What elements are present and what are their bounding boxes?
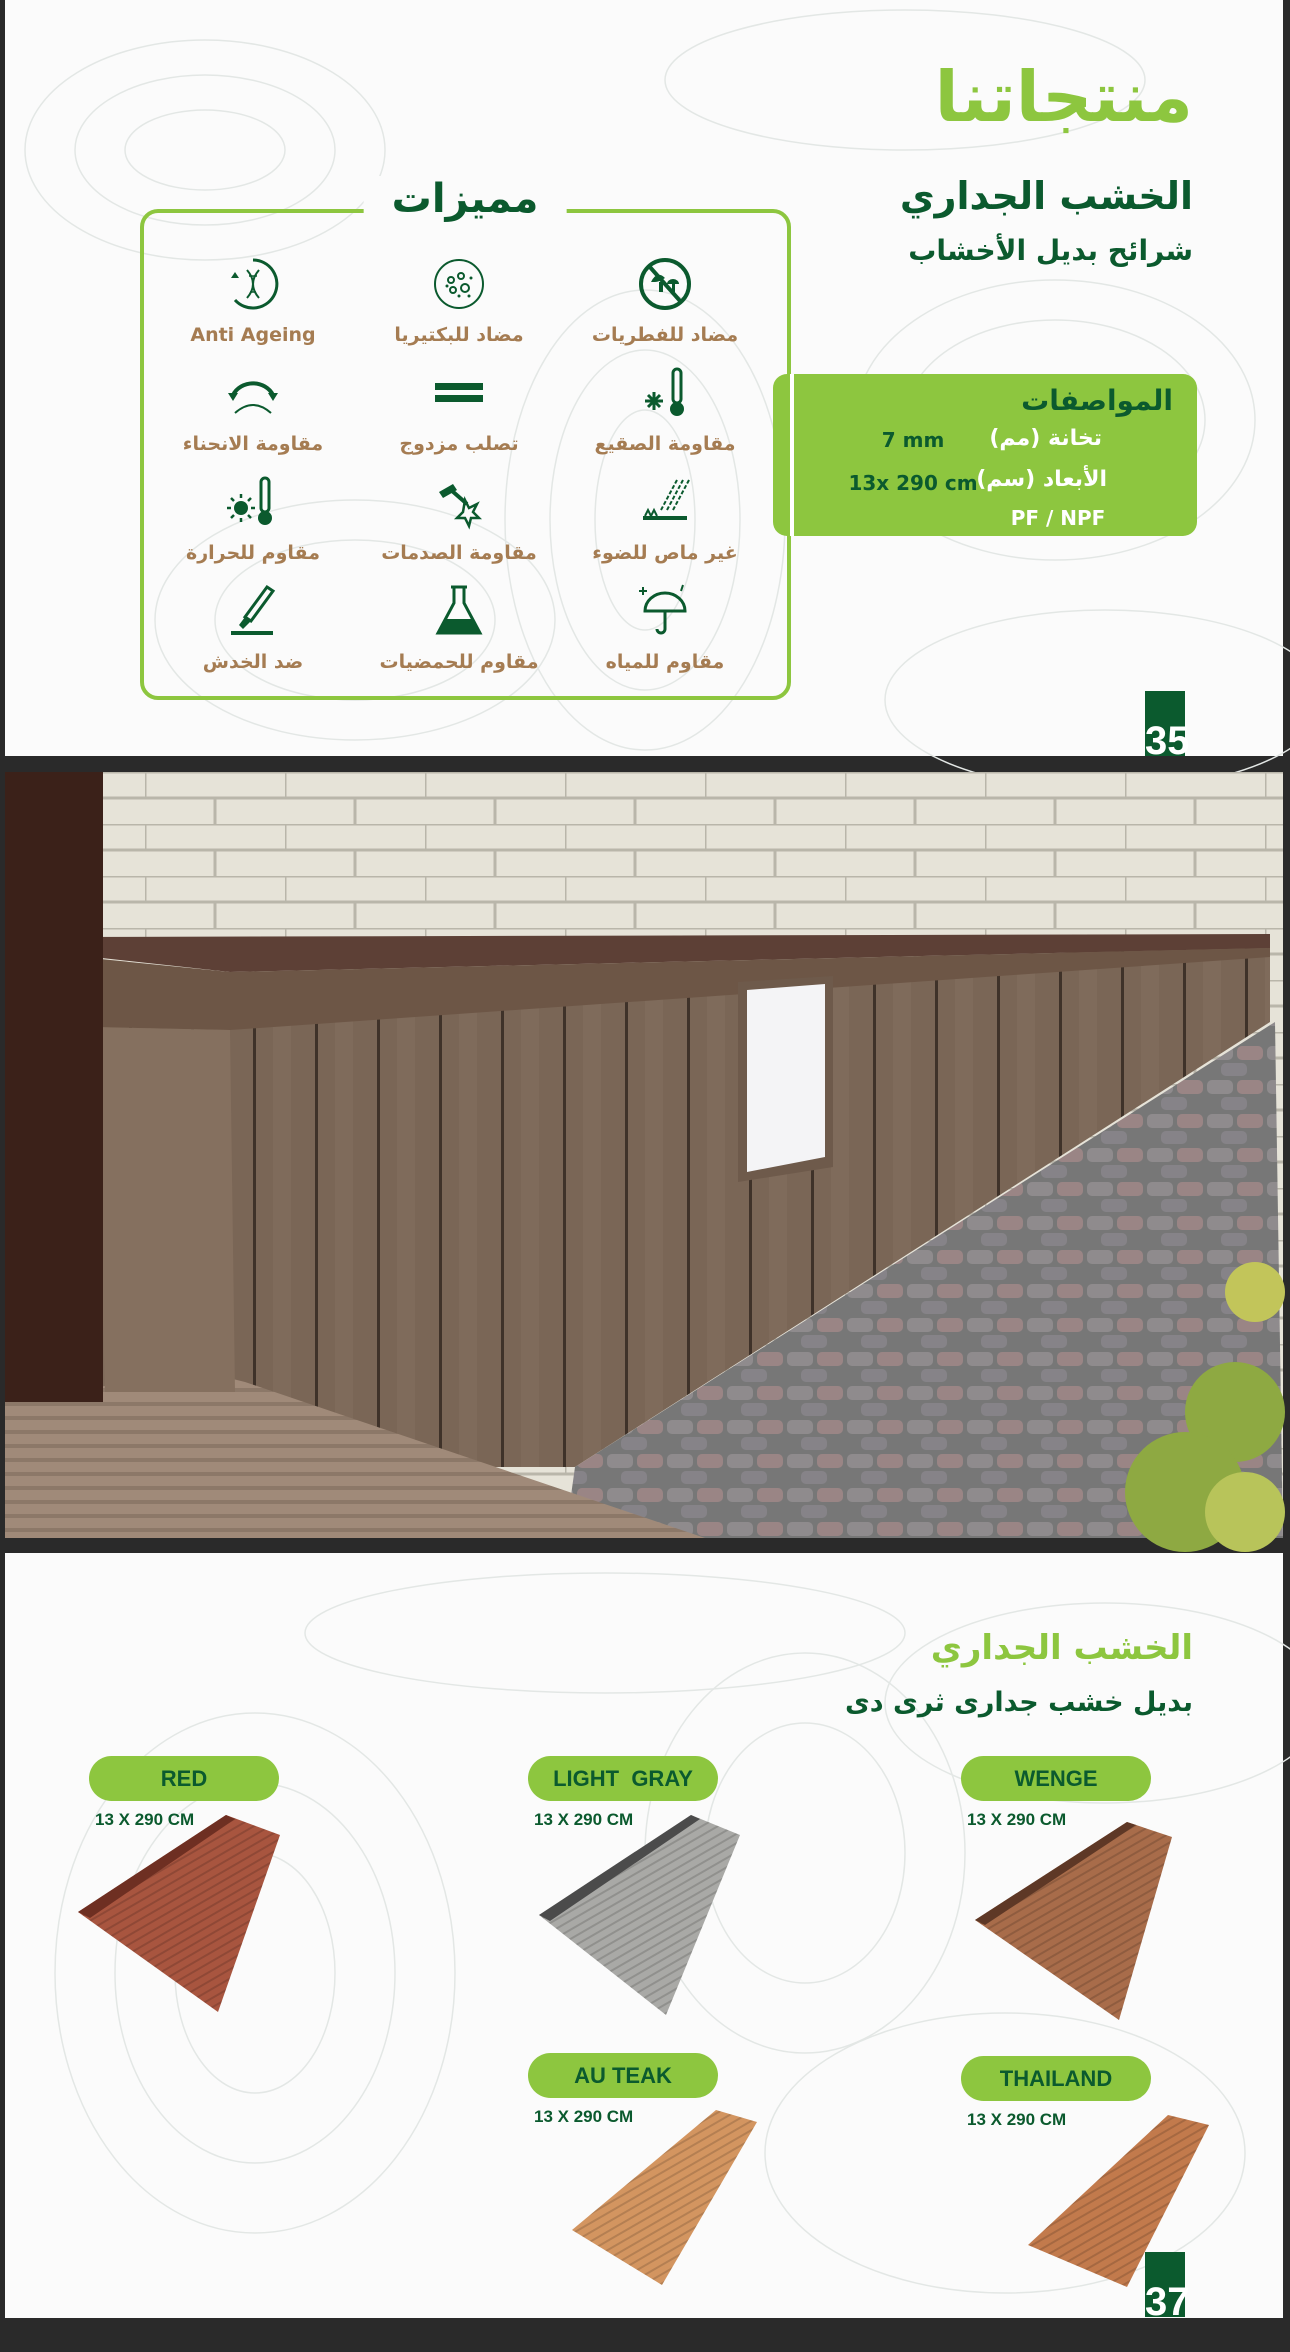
feature-scratch-resistance xyxy=(153,583,353,673)
feature-double-hardening xyxy=(359,365,559,455)
spec-type: PF / NPF xyxy=(1010,506,1106,530)
board-au-teak xyxy=(572,2110,757,2285)
color-pill-wenge: WENGE xyxy=(961,1756,1151,1801)
spec-dimensions-label: الأبعاد (سم) xyxy=(976,467,1107,492)
color-pill-red: RED xyxy=(89,1756,279,1801)
feature-label: تصلب مزدوج xyxy=(399,433,519,455)
spec-thickness-label: تخانة (مم) xyxy=(989,426,1102,451)
feature-frost-resistance xyxy=(565,365,765,455)
no-fungus-icon xyxy=(637,256,693,312)
feature-label: غير ماص للضوء xyxy=(592,542,738,564)
umbrella-icon xyxy=(637,583,693,639)
color-pill-au-teak: AU TEAK xyxy=(528,2053,718,2098)
page-37 xyxy=(5,1553,1283,2324)
feature-impact-resistance xyxy=(359,474,559,564)
feature-anti-fungus xyxy=(565,256,765,346)
page-35 xyxy=(5,0,1283,763)
feature-label: Anti Ageing xyxy=(190,324,316,346)
feature-acid-resistance xyxy=(359,583,559,673)
product-title: الخشب الجداري xyxy=(899,174,1193,218)
feature-bend-resistance xyxy=(153,365,353,455)
specifications-box xyxy=(773,374,1197,536)
features-title: مميزات xyxy=(364,176,567,222)
product-subtitle: بديل خشب جدارى ثرى دى xyxy=(845,1687,1193,1718)
scratch-knife-icon xyxy=(225,583,281,639)
feature-label: مقاومة الصدمات xyxy=(381,542,537,564)
product-title: الخشب الجداري xyxy=(930,1628,1193,1668)
product-subtitle: شرائح بديل الأخشاب xyxy=(908,234,1193,267)
boards xyxy=(5,1553,1283,2318)
feature-non-light-absorbing xyxy=(565,474,765,564)
board-wenge xyxy=(975,1822,1172,2020)
size-label: 13 X 290 CM xyxy=(967,2110,1067,2129)
feature-label: مقاوم للحرارة xyxy=(186,542,320,564)
specs-title: المواصفات xyxy=(1021,384,1173,417)
feature-label: مقاوم للحمضيات xyxy=(379,651,539,673)
feature-label: مقاومة الصقيع xyxy=(594,433,736,455)
sun-thermometer-icon xyxy=(225,474,281,530)
double-bar-icon xyxy=(431,365,487,421)
snowflake-thermometer-icon xyxy=(637,365,693,421)
wall-cladding-photo xyxy=(5,772,1283,1538)
board-light-gray xyxy=(539,1815,740,2015)
feature-label: مضاد للبكتيريا xyxy=(394,324,524,346)
bacteria-icon xyxy=(431,256,487,312)
size-label: 13 X 290 CM xyxy=(534,1810,634,1829)
feature-label: مقاومة الانحناء xyxy=(182,433,324,455)
page-photo xyxy=(5,772,1283,1538)
size-label: 13 X 290 CM xyxy=(534,2107,634,2126)
size-label: 13 X 290 CM xyxy=(95,1810,195,1829)
color-pill-light-gray: LIGHT GRAY xyxy=(528,1756,718,1801)
color-pill-thailand: THAILAND xyxy=(961,2056,1151,2101)
spec-thickness-value: 7 mm xyxy=(881,428,945,452)
dna-cycle-icon xyxy=(225,256,281,312)
page-number: 35 xyxy=(1145,691,1185,756)
feature-anti-bacteria xyxy=(359,256,559,346)
size-label: 13 X 290 CM xyxy=(967,1810,1067,1829)
light-rays-icon xyxy=(637,474,693,530)
feature-heat-resistance xyxy=(153,474,353,564)
bend-arrow-icon xyxy=(225,365,281,421)
page-title: منتجاتنا xyxy=(934,56,1193,138)
spec-dimensions-value: 13x 290 cm xyxy=(848,471,978,495)
feature-label: مقاوم للمياه xyxy=(605,651,725,673)
divider xyxy=(790,374,794,536)
feature-water-resistance xyxy=(565,583,765,673)
feature-label: مضاد للفطريات xyxy=(591,324,739,346)
hammer-impact-icon xyxy=(431,474,487,530)
feature-label: ضد الخدش xyxy=(202,651,304,673)
board-red xyxy=(78,1815,280,2012)
feature-anti-ageing xyxy=(153,256,353,346)
flask-icon xyxy=(431,583,487,639)
page-number: 37 xyxy=(1145,2252,1185,2317)
